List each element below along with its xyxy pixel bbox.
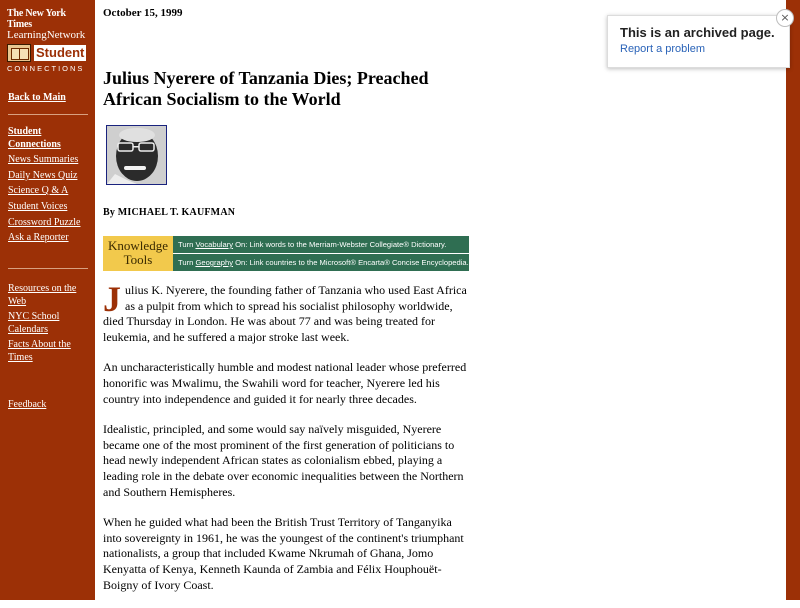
portrait-photo — [106, 125, 167, 185]
sidebar-item-resources-on-the-web[interactable] — [8, 282, 76, 308]
headline-line1: Julius Nyerere of Tanzania Dies; Preached — [103, 68, 429, 88]
sidebar-item-feedback[interactable]: Feedback — [8, 399, 47, 410]
sidebar-item-nyc-school-calendars[interactable] — [8, 310, 59, 336]
book-icon — [7, 44, 31, 62]
student-connections-logo — [7, 44, 89, 62]
archived-page-notice — [607, 15, 790, 68]
vocabulary-toggle-link[interactable]: Vocabulary — [195, 240, 234, 249]
sidebar-divider — [8, 114, 88, 115]
article-headline — [103, 68, 473, 110]
learning-network-text: LearningNetwork — [7, 29, 86, 41]
article-paragraph-1 — [103, 279, 473, 345]
vocabulary-toggle-row — [173, 236, 469, 253]
right-edge-bar — [786, 0, 800, 600]
sidebar-item-daily-news-quiz[interactable]: Daily News Quiz — [8, 170, 78, 181]
vocabulary-description: On: Link words to the Merriam-Webster Collegiate® Dictionary. — [233, 240, 447, 249]
portrait-image — [107, 126, 166, 184]
article-date: October 15, 1999 — [103, 7, 183, 19]
calendars-line2: Calendars — [8, 324, 48, 335]
facts-line1: Facts About the — [8, 339, 71, 350]
student-connections-link[interactable] — [8, 125, 61, 151]
close-icon[interactable]: × — [776, 9, 794, 27]
article-body — [103, 279, 473, 608]
sidebar — [0, 0, 95, 600]
report-problem-link[interactable]: Report a problem — [620, 43, 705, 55]
learning-network-logo[interactable] — [7, 8, 89, 73]
nyt-logo-text: The New York Times — [7, 8, 66, 30]
headline-line2: African Socialism to the World — [103, 89, 341, 109]
connections-logo-text: CONNECTIONS — [7, 64, 85, 73]
sidebar-item-student-voices[interactable]: Student Voices — [8, 201, 68, 212]
geography-description: On: Link countries to the Microsoft® Encarta® Concise Encyclopedia. — [233, 258, 469, 267]
sidebar-item-crossword-puzzle[interactable]: Crossword Puzzle — [8, 217, 81, 228]
sidebar-item-ask-a-reporter[interactable]: Ask a Reporter — [8, 232, 69, 243]
article-paragraph-4: When he guided what had been the British Trust Territory of Tanganyika into sovereignty in 1961, he was the youngest of the continent's triumphant nationalists, a group that included Kwame Nkrumah of Ghana, Jomo Kenyatta of Kenya, Kenneth Kaunda of Zambia and Félix Houphouët-Boigny of Ivory Coast. — [103, 515, 464, 592]
article-paragraph-3: Idealistic, principled, and some would say naïvely misguided, Nyerere became one of the most prominent of the first generation of politicians to head newly independent African states as colonialism ebbed, playing a leading role in the debate over economic inequalities between the Northern and Southern Hemispheres. — [103, 422, 464, 499]
drop-cap: J — [103, 279, 121, 319]
sidebar-item-news-summaries[interactable]: News Summaries — [8, 154, 79, 165]
resources-line2: Web — [8, 296, 27, 307]
archived-notice-title: This is an archived page. — [620, 25, 775, 40]
article-paragraph-2: An uncharacteristically humble and modest national leader whose preferred honorific was Mwalimu, the Swahili word for teacher, Nyerere led his country into independence and guided it for nearly three decades. — [103, 360, 467, 406]
facts-line2: Times — [8, 352, 33, 363]
geography-turn-text: Turn — [178, 258, 196, 267]
knowledge-tools-label-line2: Tools — [123, 252, 153, 267]
geography-toggle-row — [173, 254, 469, 271]
geography-toggle-link[interactable]: Geography — [195, 258, 234, 267]
knowledge-tools-label — [103, 236, 173, 271]
calendars-line1: NYC School — [8, 311, 60, 322]
sidebar-divider — [8, 268, 88, 269]
student-logo-text: Student — [36, 45, 85, 60]
knowledge-tools-bar — [103, 236, 469, 271]
student-connections-line2: Connections — [8, 139, 61, 150]
back-to-main-link[interactable]: Back to Main — [8, 92, 66, 103]
paragraph-1-text: ulius K. Nyerere, the founding father of Tanzania who used East Africa as a pulpit from which to spread his socialist philosophy worldwide, died Thursday in London. He was about 77 and was being treated for leukemia, and he suffered a major stroke last week. — [103, 283, 467, 344]
sidebar-item-science-qa[interactable]: Science Q & A — [8, 185, 69, 196]
student-connections-line1: Student — [8, 126, 42, 137]
resources-line1: Resources on the — [8, 283, 77, 294]
vocabulary-turn-text: Turn — [178, 240, 196, 249]
sidebar-item-facts-about-the-times[interactable] — [8, 338, 71, 364]
knowledge-tools-rows — [173, 236, 469, 271]
article-byline: By MICHAEL T. KAUFMAN — [103, 207, 236, 218]
knowledge-tools-label-line1: Knowledge — [108, 238, 168, 253]
